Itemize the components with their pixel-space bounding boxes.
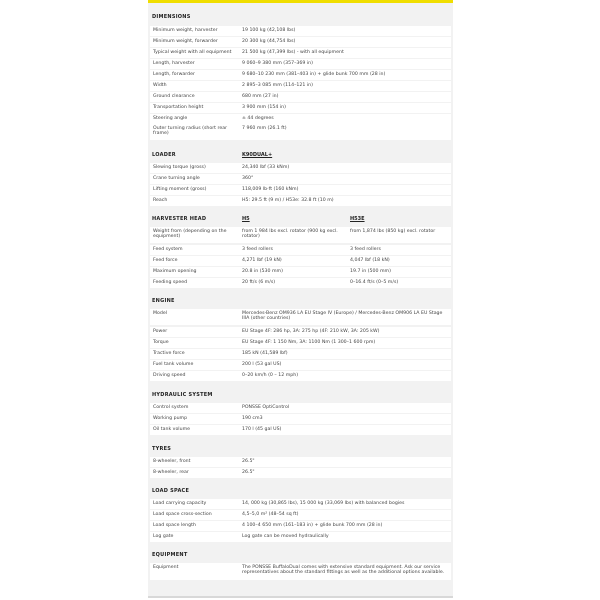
table-row bbox=[150, 521, 451, 531]
row-value: H5: 29.5 ft (9 m) / H53e: 32.8 ft (10 m) bbox=[242, 197, 334, 203]
row-label: Steering angle bbox=[153, 115, 188, 121]
row-label: Load carrying capacity bbox=[153, 500, 207, 506]
table-row bbox=[150, 468, 451, 478]
row-label: Outer turning radius (short rear frame) bbox=[153, 125, 228, 137]
row-value: EU Stage 4F: 1 150 Nm, 3A: 1100 Nm (1 300–1 600 rpm) bbox=[242, 339, 376, 345]
table-row bbox=[150, 163, 451, 173]
table-row bbox=[150, 349, 451, 359]
row-label: 8-wheeler, rear bbox=[153, 469, 189, 475]
row-value: 0–20 km/h (0 – 12 mph) bbox=[242, 372, 299, 378]
table-row bbox=[150, 425, 451, 435]
section-title-loader: LOADER bbox=[152, 152, 176, 158]
row-label: Control system bbox=[153, 404, 189, 410]
row-value: Mercedes-Benz OM936 LA EU Stage IV (Europe) / Mercedes-Benz OM906 LA EU Stage IIIA (other countries) bbox=[242, 310, 443, 322]
row-value: 26.5" bbox=[242, 458, 255, 464]
table-row bbox=[150, 414, 451, 424]
row-value: 7 960 mm (26.1 ft) bbox=[242, 125, 287, 131]
row-value: 9 060–9 380 mm (357–369 in) bbox=[242, 60, 313, 66]
row-label: Maximum opening bbox=[153, 268, 197, 274]
table-row bbox=[150, 37, 451, 47]
row-value: 2 895–3 085 mm (114–121 in) bbox=[242, 82, 313, 88]
row-label: Width bbox=[153, 82, 167, 88]
section-title-engine: ENGINE bbox=[152, 298, 175, 304]
row-value-h5: from 1 984 lbs excl. rotator (900 kg excl. rotator) bbox=[242, 228, 338, 240]
bottom-divider bbox=[148, 596, 453, 598]
row-label: Minimum weight, forwarder bbox=[153, 38, 218, 44]
table-row bbox=[150, 124, 451, 140]
table-row bbox=[150, 510, 451, 520]
row-label: Log gate bbox=[153, 533, 174, 539]
row-value: PONSSE OptiControl bbox=[242, 404, 290, 410]
section-title-equipment: EQUIPMENT bbox=[152, 552, 188, 558]
table-row bbox=[150, 532, 451, 542]
table-row bbox=[150, 81, 451, 91]
row-label: Power bbox=[153, 328, 168, 334]
row-label: Driving speed bbox=[153, 372, 186, 378]
row-value: 118,009 lb·ft (160 kNm) bbox=[242, 186, 299, 192]
row-label: 8-wheeler, front bbox=[153, 458, 191, 464]
table-row bbox=[150, 227, 451, 243]
row-label: Slewing torque (gross) bbox=[153, 164, 206, 170]
row-value-h53e: 19.7 in (500 mm) bbox=[350, 268, 391, 274]
row-value: 200 l (53 gal US) bbox=[242, 361, 282, 367]
table-row bbox=[150, 499, 451, 509]
table-row bbox=[150, 309, 451, 325]
row-value: 190 cm3 bbox=[242, 415, 263, 421]
row-label: Feeding speed bbox=[153, 279, 188, 285]
row-value: 14, 000 kg (30,865 lbs), 15 000 kg (33,069 lbs) with balanced bogies bbox=[242, 500, 405, 506]
row-value-h5: 20 ft/s (6 m/s) bbox=[242, 279, 276, 285]
row-value: The PONSSE BuffaloDual comes with extensive standard equipment. Ask our service representatives about the standard fittings as well as the additional options available. bbox=[242, 564, 445, 576]
row-label: Load space cross-section bbox=[153, 511, 212, 517]
row-value: 680 mm (27 in) bbox=[242, 93, 279, 99]
row-label: Feed force bbox=[153, 257, 178, 263]
row-label: Oil tank volume bbox=[153, 426, 191, 432]
row-value: ± 44 degrees bbox=[242, 115, 274, 121]
loader-column-header: K90DUAL+ bbox=[242, 152, 273, 158]
table-row bbox=[150, 245, 451, 255]
table-row bbox=[150, 92, 451, 102]
table-row bbox=[150, 563, 451, 580]
row-label: Transportation height bbox=[153, 104, 204, 110]
row-value-h53e: 4,047 lbf (18 kN) bbox=[350, 257, 390, 263]
table-row bbox=[150, 360, 451, 370]
table-row bbox=[150, 59, 451, 69]
table-row bbox=[150, 196, 451, 206]
row-value: 19 100 kg (42,108 lbs) bbox=[242, 27, 296, 33]
row-value: 26.5" bbox=[242, 469, 255, 475]
row-label: Torque bbox=[153, 339, 169, 345]
table-row bbox=[150, 114, 451, 124]
row-label: Equipment bbox=[153, 564, 179, 570]
row-value: 9 680–10 230 mm (381–403 in) + glide bunk 700 mm (28 in) bbox=[242, 71, 386, 77]
row-label: Length, harvester bbox=[153, 60, 195, 66]
row-label: Weight from (depending on the equipment) bbox=[153, 228, 227, 240]
row-label: Length, forwarder bbox=[153, 71, 195, 77]
table-row bbox=[150, 327, 451, 337]
row-value-h5: 4,271 lbf (19 kN) bbox=[242, 257, 282, 263]
row-label: Crane turning angle bbox=[153, 175, 200, 181]
table-row bbox=[150, 403, 451, 413]
row-value: 4,5–5,0 m² (48–54 sq ft) bbox=[242, 511, 299, 517]
table-row bbox=[150, 48, 451, 58]
harvester-column-header-h53e: H53E bbox=[350, 216, 365, 222]
row-value-h53e: 3 feed rollers bbox=[350, 246, 381, 252]
row-label: Typical weight with all equipment bbox=[153, 49, 232, 55]
section-title-hydraulic-system: HYDRAULIC SYSTEM bbox=[152, 392, 213, 398]
row-label: Reach bbox=[153, 197, 168, 203]
row-value-h53e: from 1,874 lbs (850 kg) excl. rotator bbox=[350, 228, 436, 234]
row-label: Ground clearance bbox=[153, 93, 195, 99]
section-title-dimensions: DIMENSIONS bbox=[152, 14, 191, 20]
harvester-column-header-h5: H5 bbox=[242, 216, 250, 222]
row-label: Working pump bbox=[153, 415, 188, 421]
row-value-h5: 20.8 in (530 mm) bbox=[242, 268, 283, 274]
table-row bbox=[150, 278, 451, 288]
row-label: Feed system bbox=[153, 246, 183, 252]
table-row bbox=[150, 457, 451, 467]
table-row bbox=[150, 267, 451, 277]
row-value: 360° bbox=[242, 175, 254, 181]
row-value: 4 100–4 650 mm (161–183 in) + glide bunk 700 mm (28 in) bbox=[242, 522, 383, 528]
row-value: 3 900 mm (154 in) bbox=[242, 104, 286, 110]
row-value: 20 300 kg (44,754 lbs) bbox=[242, 38, 296, 44]
table-row bbox=[150, 185, 451, 195]
row-label: Lifting moment (gross) bbox=[153, 186, 207, 192]
row-value: 185 kN (41,589 lbf) bbox=[242, 350, 288, 356]
table-row bbox=[150, 103, 451, 113]
table-row bbox=[150, 26, 451, 36]
row-value: Log gate can be moved hydraulically bbox=[242, 533, 329, 539]
row-value-h53e: 0–16.4 ft/s (0–5 m/s) bbox=[350, 279, 399, 285]
section-title-tyres: TYRES bbox=[152, 446, 172, 452]
row-value: EU Stage 4F: 286 hp, 3A: 275 hp (4F: 210 kW, 3A: 205 kW) bbox=[242, 328, 380, 334]
row-label: Model bbox=[153, 310, 168, 316]
section-title-harvester-head: HARVESTER HEAD bbox=[152, 216, 207, 222]
row-value-h5: 3 feed rollers bbox=[242, 246, 273, 252]
table-row bbox=[150, 338, 451, 348]
row-label: Minimum weight, harvester bbox=[153, 27, 218, 33]
section-title-load-space: LOAD SPACE bbox=[152, 488, 190, 494]
row-value: 24,340 lbf (33 kNm) bbox=[242, 164, 290, 170]
row-value: 21 500 kg (47,399 lbs) - with all equipment bbox=[242, 49, 344, 55]
table-row bbox=[150, 256, 451, 266]
table-row bbox=[150, 371, 451, 381]
row-value: 170 l (45 gal US) bbox=[242, 426, 282, 432]
row-label: Tractive force bbox=[153, 350, 185, 356]
row-label: Load space length bbox=[153, 522, 196, 528]
table-row bbox=[150, 174, 451, 184]
table-row bbox=[150, 70, 451, 80]
row-label: Fuel tank volume bbox=[153, 361, 194, 367]
